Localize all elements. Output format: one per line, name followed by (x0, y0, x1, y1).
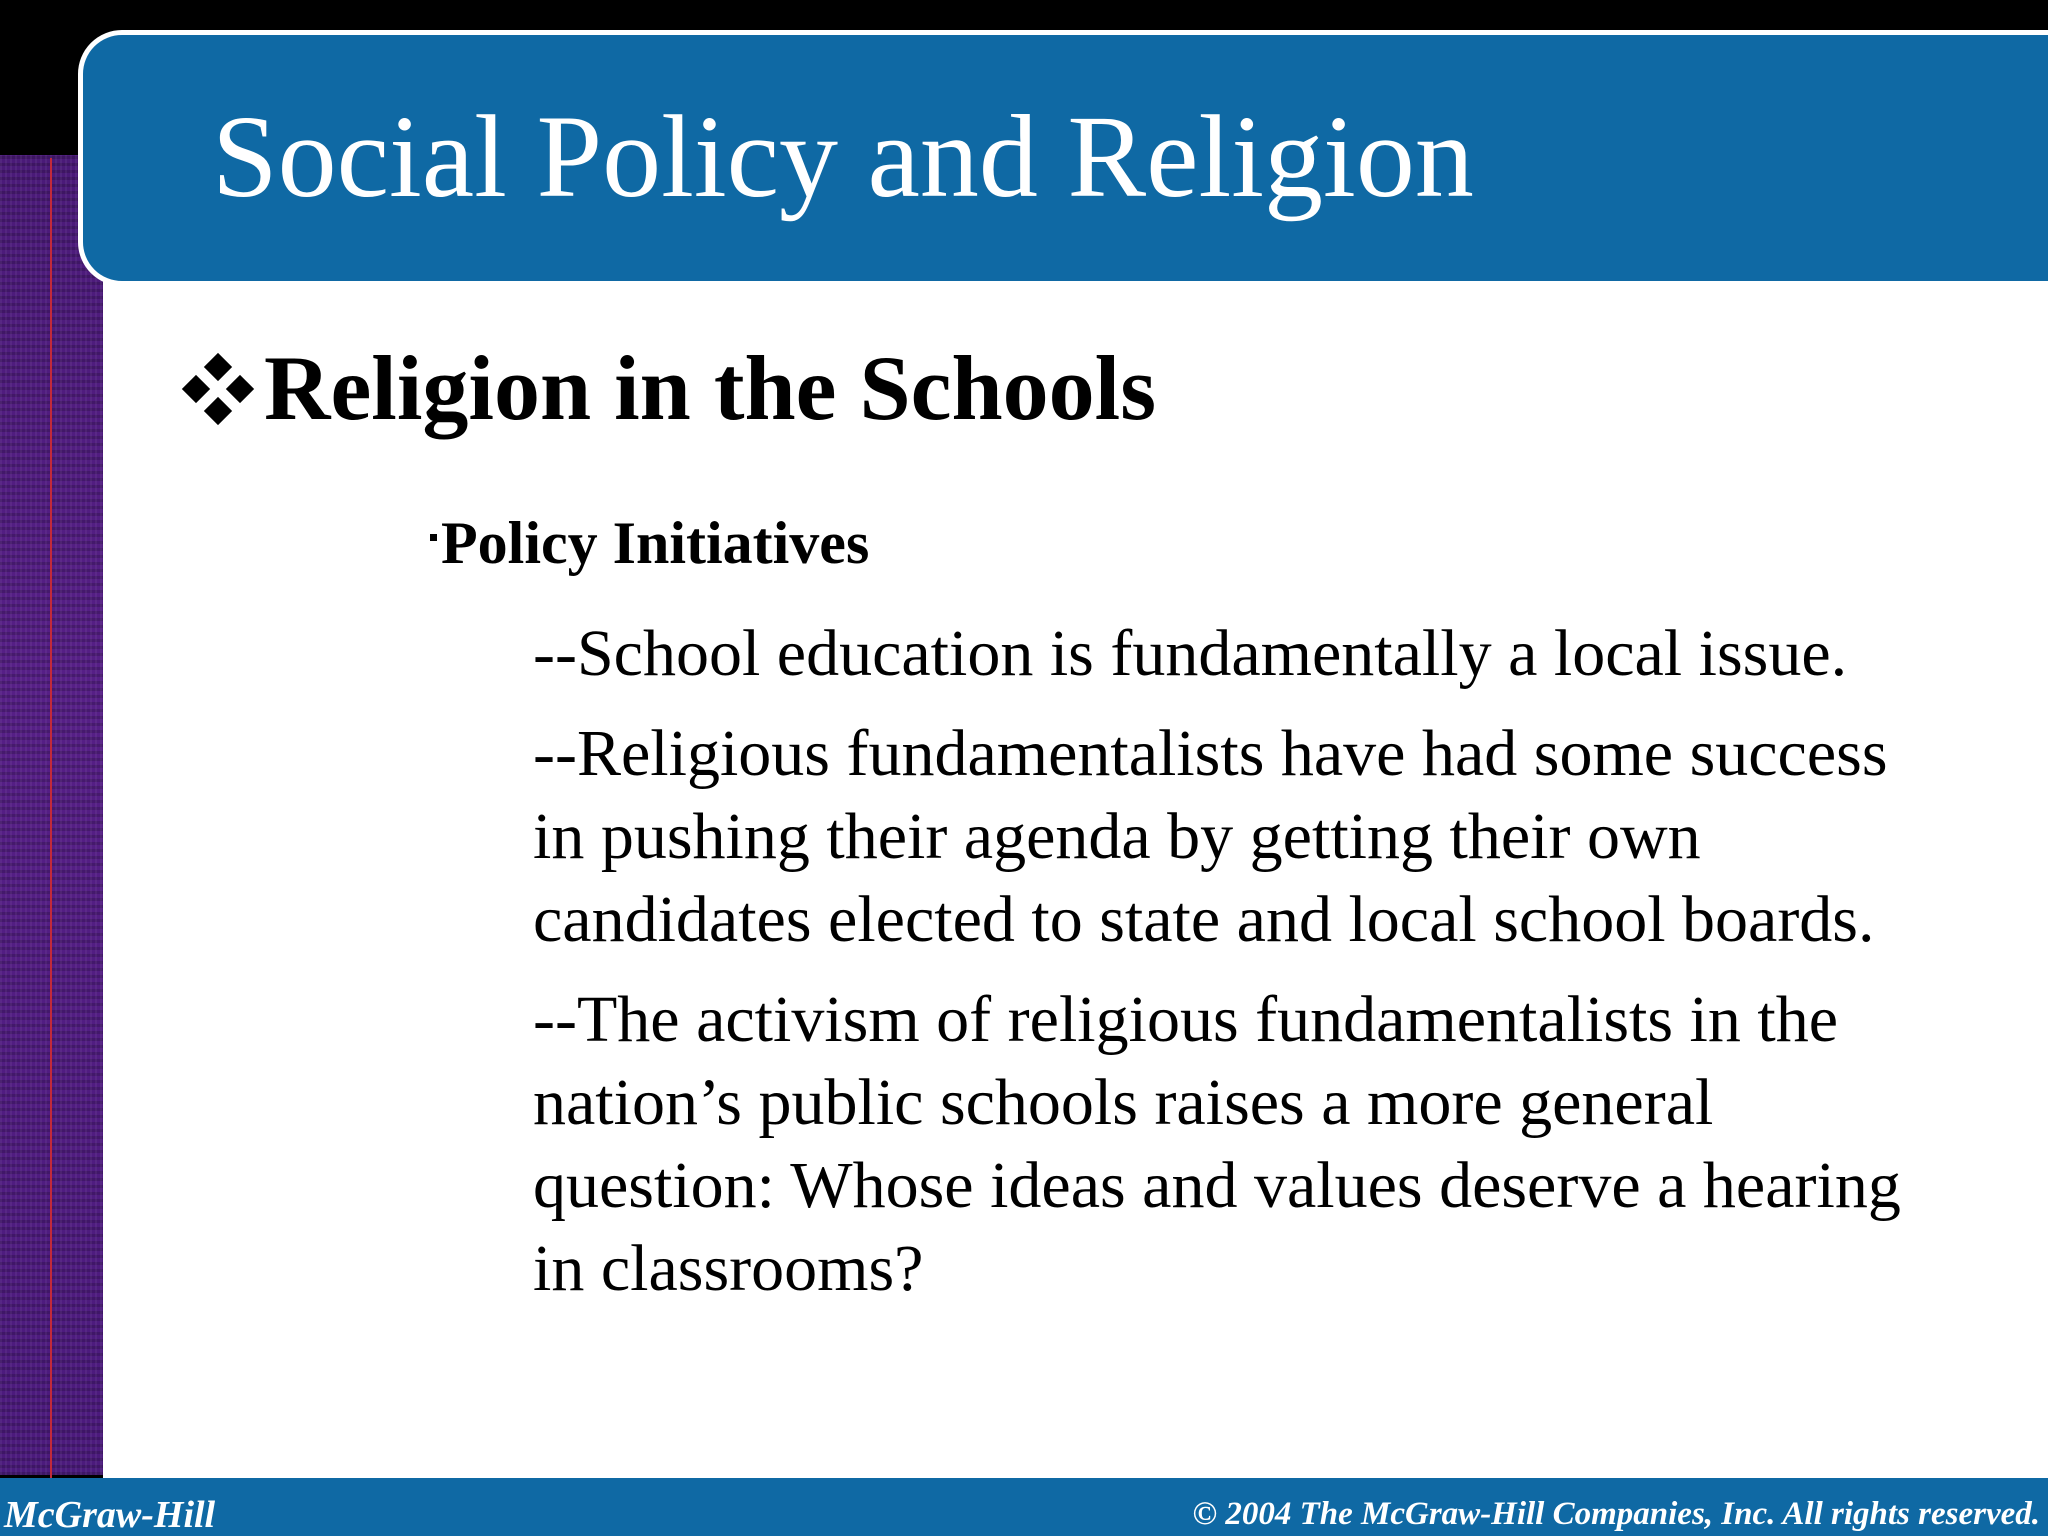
body-paragraph: --Religious fundamentalists have had some success in pushing their agenda by getting their own candidates elected to state and local school boards. (533, 717, 1888, 956)
body-paragraph: --The activism of religious fundamentalists in the nation’s public schools raises a more general question: Whose ideas and values deserve a hearing in classrooms? (533, 983, 1901, 1305)
four-diamond-bullet-icon (180, 351, 256, 427)
bullet-dot-icon (430, 534, 437, 541)
subheading-row (430, 510, 869, 576)
footer-publisher: McGraw-Hill (4, 1494, 216, 1536)
slide-title: Social Policy and Religion (212, 91, 1474, 222)
body-paragraph: --School education is fundamentally a local issue. (533, 617, 1848, 690)
body-text (533, 612, 1953, 1327)
subheading: Policy Initiatives (441, 510, 870, 576)
slide-heading: Religion in the Schools (264, 337, 1157, 439)
footer-bar (0, 1478, 2048, 1536)
accent-line-vertical (50, 158, 52, 1484)
footer-copyright: © 2004 The McGraw-Hill Companies, Inc. All rights reserved. (1192, 1496, 2040, 1532)
heading-row (180, 338, 1156, 439)
